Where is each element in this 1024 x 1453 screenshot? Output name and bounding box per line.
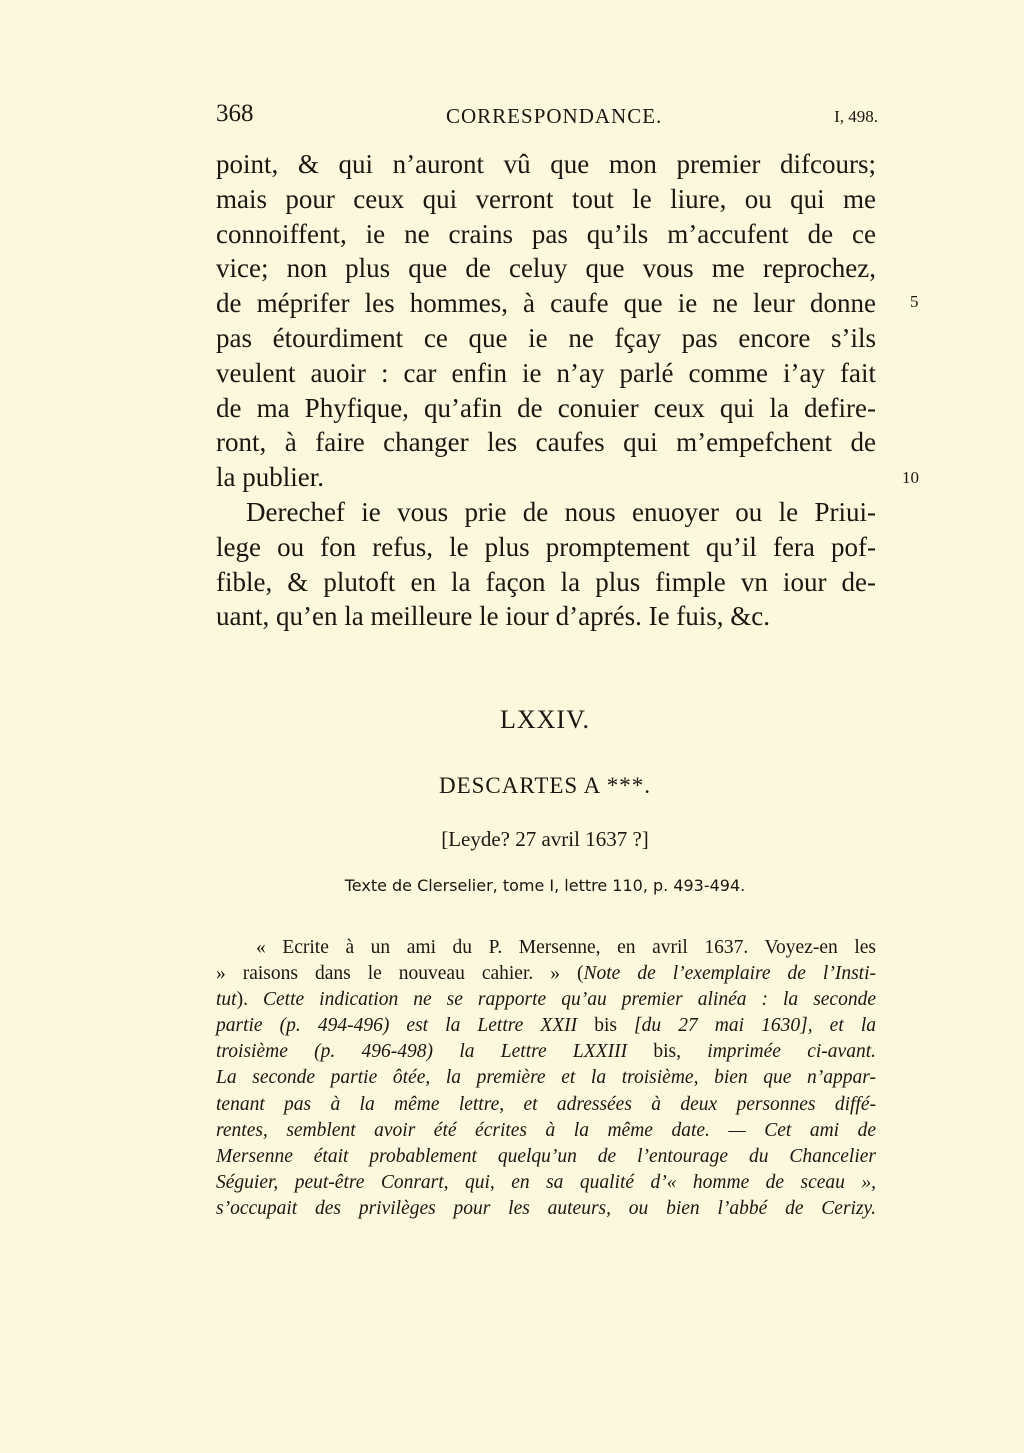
source-note: Texte de Clerselier, tome I, lettre 110, p. 493-494. [344,876,746,895]
running-head [216,100,878,130]
note-text: bis [594,1015,617,1037]
body-line: point, & qui n’auront vû que mon premier difcours; [216,149,876,179]
note-text: » raisons dans le nouveau cahier. » ( [216,963,584,985]
body-line: connoiffent, ie ne crains pas qu’ils m’accufent de ce [216,218,876,249]
note-text: bis [653,1041,677,1063]
note-text: tut [216,989,237,1011]
note-text: ). [236,989,263,1011]
body-line: lege ou fon refus, le plus promptement qu’il fera pof- [216,531,876,562]
letter-reference: I, 498. [834,107,878,126]
body-line: Derechef ie vous prie de nous enuoyer ou le Priui- [246,496,876,527]
body-line: la publier. [216,462,324,493]
note-line [216,1039,876,1065]
note-text: [du 27 mai 1630], et la [616,1015,876,1037]
page-number: 368 [216,100,254,127]
note-line: La seconde partie ôtée, la première et la troisième, bien que n’appar- [216,1067,876,1089]
body-line: pas étourdiment ce que ie ne fçay pas encore s’ils [216,322,876,353]
note-text: Note de l’exemplaire de l’Insti- [583,963,876,985]
body-line: uant, qu’en la meilleure le iour d’aprés. Ie fuis, &c. [216,601,771,632]
editorial-note [216,935,876,1222]
line-number-5: 5 [910,292,919,311]
note-line [216,987,876,1013]
note-line: s’occupait des privilèges pour les auteurs, ou bien l’abbé de Cerizy. [216,1197,876,1219]
note-line [216,1013,876,1039]
note-line [216,961,876,987]
letter-heading: DESCARTES A ***. [438,773,652,798]
letter-number: LXXIV. [499,705,591,734]
letter-date: [Leyde? 27 avril 1637 ?] [441,827,649,851]
body-line: mais pour ceux qui verront tout le liure, ou qui me [216,183,876,214]
line-number-10: 10 [902,468,919,487]
note-line: rentes, semblent avoir été écrites à la même date. — Cet ami de [216,1119,876,1141]
running-title: CORRESPONDANCE. [446,104,663,128]
body-line: de méprifer les hommes, à caufe que ie ne leur donne [216,288,876,319]
body-line: fible, & plutoft en la façon la plus fimple vn iour de- [216,566,876,597]
body-line: ront, à faire changer les caufes qui m’empefchent de [216,427,876,458]
body-line: veulent auoir : car enfin ie n’ay parlé comme i’ay fait [216,357,876,388]
note-line: Mersenne était probablement quelqu’un de l’entourage du Chancelier [216,1145,876,1167]
note-text: troisième (p. 496-498) la Lettre LXXIII [216,1041,654,1063]
note-line: Séguier, peut-être Conrart, qui, en sa qualité d’« homme de sceau », [216,1171,876,1193]
body-line: vice; non plus que de celuy que vous me reprochez, [216,253,876,284]
body-line: de ma Phyfique, qu’afin de conuier ceux qui la defire- [216,392,876,423]
note-text: , imprimée ci-avant. [676,1041,876,1063]
note-line: tenant pas à la même lettre, et adressées à deux personnes diffé- [216,1093,876,1115]
letter-body-text [216,147,876,634]
note-line: « Ecrite à un ami du P. Mersenne, en avril 1637. Voyez-en les [256,937,876,958]
note-text: partie (p. 494-496) est la Lettre XXII [216,1015,595,1037]
note-text: Cette indication ne se rapporte qu’au premier alinéa : la seconde [262,989,876,1011]
